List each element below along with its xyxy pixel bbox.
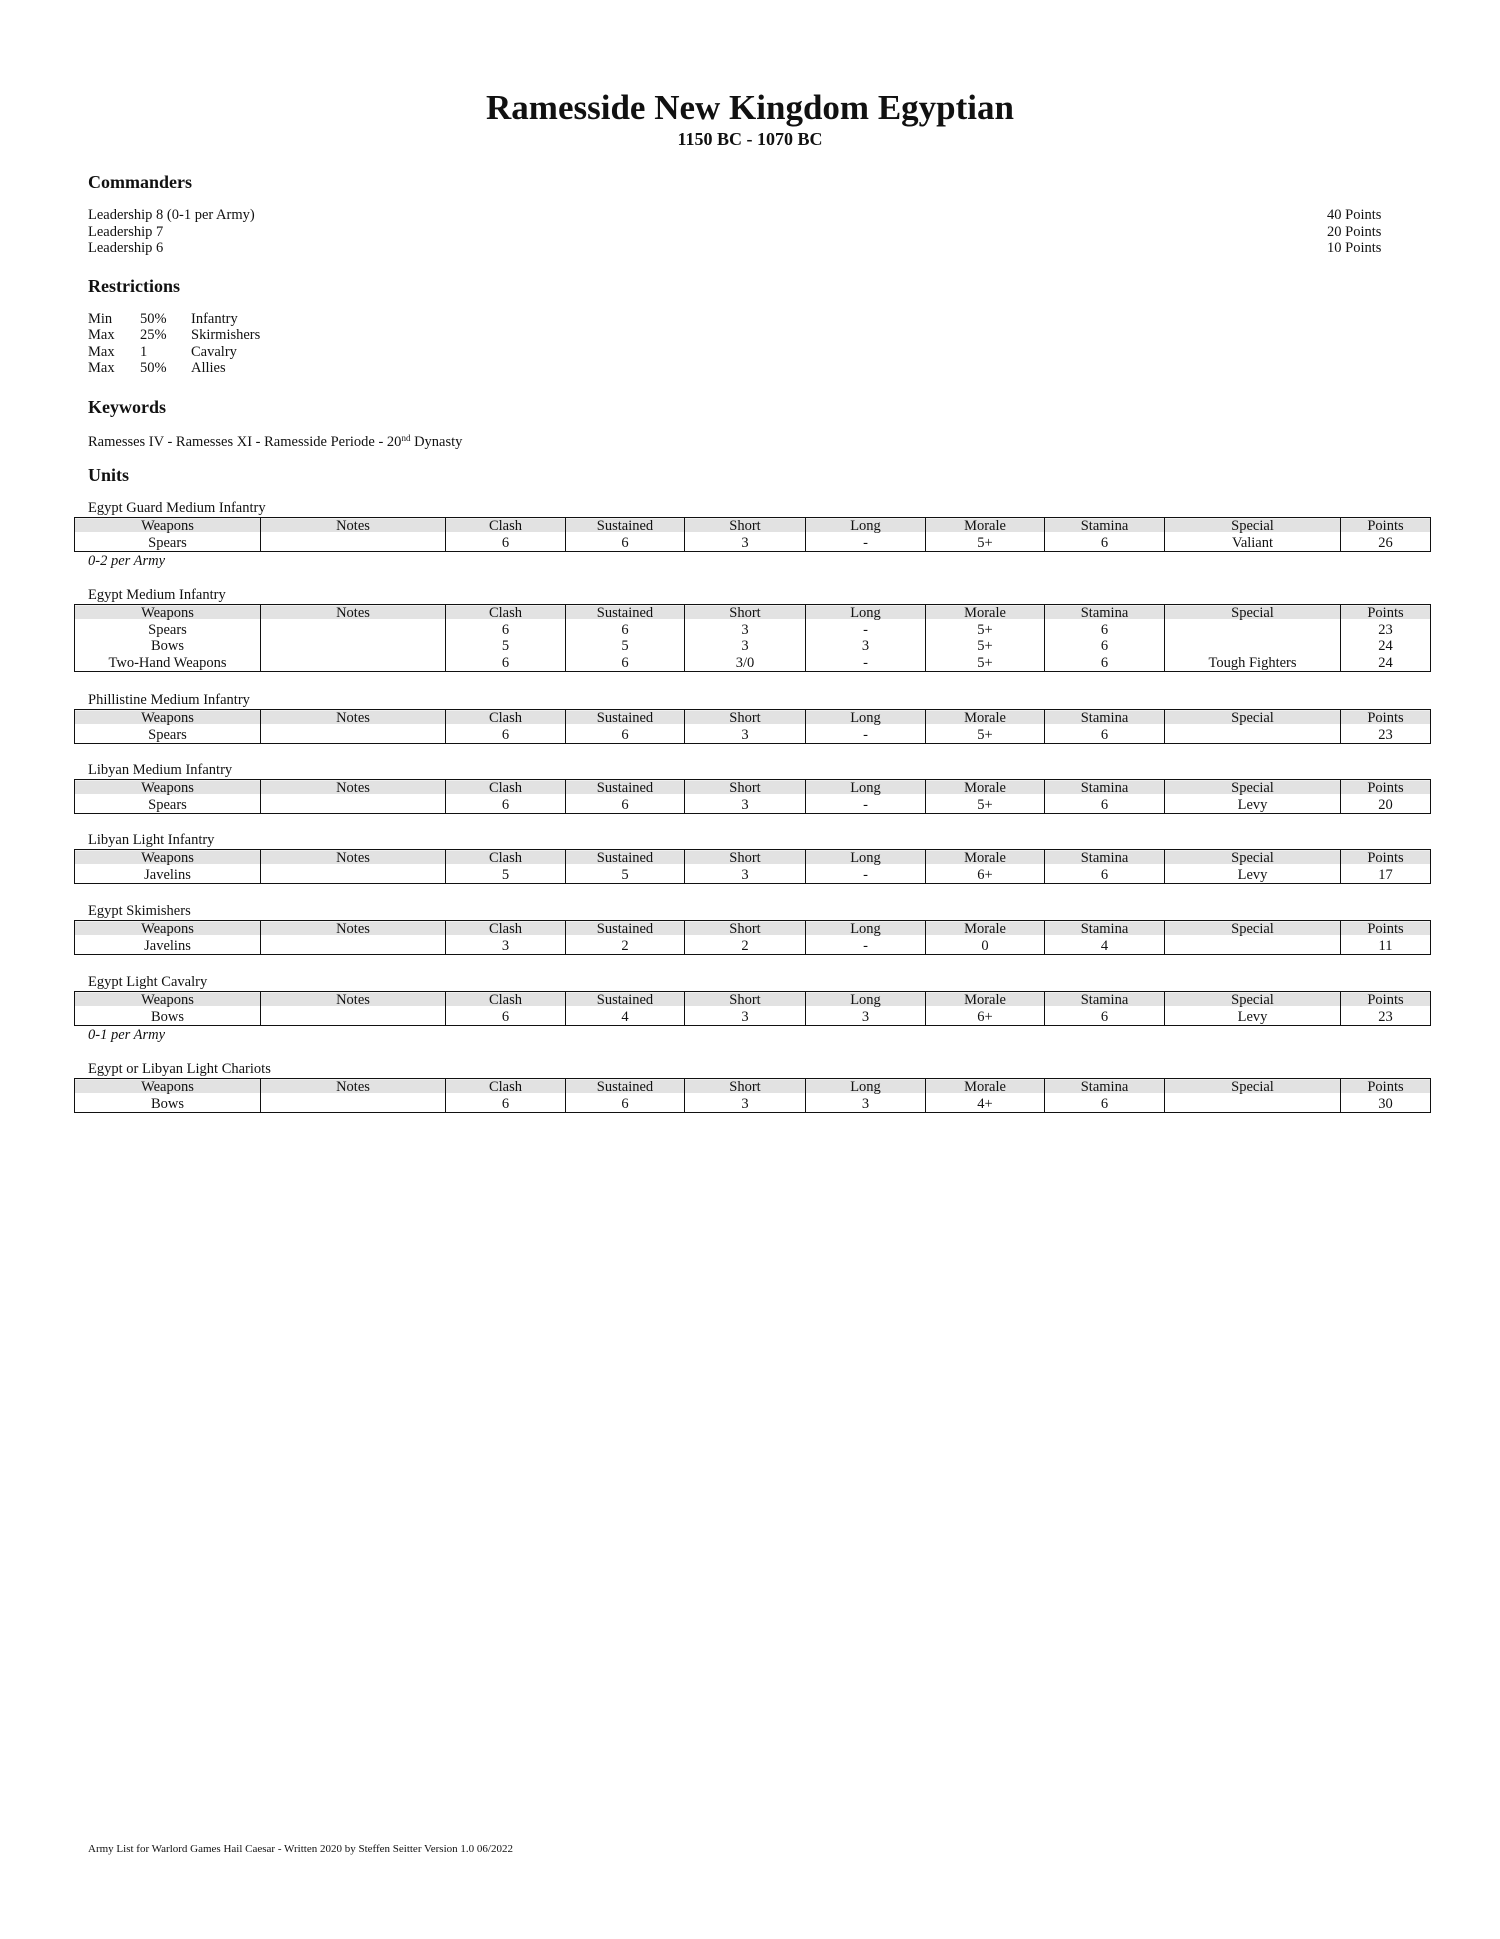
table-cell	[1165, 638, 1341, 655]
table-header-row	[75, 780, 1431, 797]
unit-title: Egypt Guard Medium Infantry	[88, 500, 266, 516]
table-row	[75, 727, 1431, 744]
table-cell	[261, 727, 446, 744]
table-cell: 3	[685, 1009, 806, 1026]
table-cell: 3	[685, 622, 806, 639]
restriction-category: Allies	[191, 360, 226, 376]
unit-note: 0-2 per Army	[88, 553, 166, 569]
column-header: Weapons	[75, 518, 261, 535]
column-header: Short	[685, 518, 806, 535]
unit-title: Libyan Medium Infantry	[88, 762, 233, 778]
table-cell: 5+	[926, 622, 1045, 639]
column-header: Notes	[261, 710, 446, 727]
column-header: Points	[1341, 1079, 1431, 1096]
restriction-value: 1	[140, 344, 148, 360]
column-header: Sustained	[566, 605, 685, 622]
column-header: Stamina	[1045, 605, 1165, 622]
table-cell: 5+	[926, 727, 1045, 744]
unit-title: Egypt Light Cavalry	[88, 974, 208, 990]
unit-title: Phillistine Medium Infantry	[88, 692, 250, 708]
table-header-row	[75, 1079, 1431, 1096]
column-header: Clash	[446, 780, 566, 797]
column-header: Weapons	[75, 605, 261, 622]
column-header: Points	[1341, 710, 1431, 727]
unit-block	[74, 761, 1430, 814]
table-cell: 4	[566, 1009, 685, 1026]
table-cell: Spears	[75, 535, 261, 552]
unit-table	[74, 779, 1431, 814]
table-row	[75, 1096, 1431, 1113]
table-row	[75, 938, 1431, 955]
unit-title: Egypt Medium Infantry	[88, 587, 226, 603]
column-header: Notes	[261, 605, 446, 622]
column-header: Long	[806, 1079, 926, 1096]
commanders-heading: Commanders	[88, 172, 192, 192]
table-cell: Spears	[75, 797, 261, 814]
table-cell: 3	[685, 727, 806, 744]
column-header: Notes	[261, 992, 446, 1009]
table-cell: 5	[446, 867, 566, 884]
unit-block	[74, 586, 1430, 672]
column-header: Long	[806, 605, 926, 622]
table-cell: 6	[566, 535, 685, 552]
table-cell	[1165, 727, 1341, 744]
column-header: Weapons	[75, 780, 261, 797]
column-header: Special	[1165, 605, 1341, 622]
table-header-row	[75, 605, 1431, 622]
table-header-row	[75, 992, 1431, 1009]
table-row	[75, 867, 1431, 884]
column-header: Morale	[926, 850, 1045, 867]
restriction-category: Cavalry	[191, 344, 237, 360]
column-header: Points	[1341, 518, 1431, 535]
table-cell: Valiant	[1165, 535, 1341, 552]
table-cell: 0	[926, 938, 1045, 955]
table-cell: 5	[566, 867, 685, 884]
table-cell: 3	[685, 797, 806, 814]
commander-points: 40 Points	[1327, 207, 1382, 223]
table-cell: Levy	[1165, 1009, 1341, 1026]
column-header: Long	[806, 780, 926, 797]
table-cell: 6+	[926, 867, 1045, 884]
restriction-type: Max	[88, 360, 115, 376]
column-header: Long	[806, 710, 926, 727]
table-cell: -	[806, 938, 926, 955]
page-title: Ramesside New Kingdom Egyptian	[486, 88, 1014, 127]
column-header: Weapons	[75, 850, 261, 867]
column-header: Notes	[261, 850, 446, 867]
column-header: Stamina	[1045, 780, 1165, 797]
unit-title: Egypt or Libyan Light Chariots	[88, 1061, 271, 1077]
column-header: Sustained	[566, 1079, 685, 1096]
column-header: Special	[1165, 1079, 1341, 1096]
column-header: Morale	[926, 605, 1045, 622]
table-cell: 3	[685, 638, 806, 655]
column-header: Short	[685, 992, 806, 1009]
column-header: Morale	[926, 992, 1045, 1009]
table-cell	[1165, 938, 1341, 955]
column-header: Notes	[261, 518, 446, 535]
column-header: Points	[1341, 780, 1431, 797]
table-header-row	[75, 518, 1431, 535]
column-header: Morale	[926, 921, 1045, 938]
table-cell: 26	[1341, 535, 1431, 552]
column-header: Stamina	[1045, 1079, 1165, 1096]
table-cell	[261, 638, 446, 655]
table-cell: 23	[1341, 1009, 1431, 1026]
table-cell: -	[806, 622, 926, 639]
table-cell: 5+	[926, 655, 1045, 672]
table-cell: 6	[1045, 655, 1165, 672]
restriction-category: Infantry	[191, 311, 238, 327]
commander-label: Leadership 8 (0-1 per Army)	[88, 207, 255, 223]
column-header: Points	[1341, 605, 1431, 622]
units-heading: Units	[88, 465, 130, 485]
unit-table	[74, 1078, 1431, 1113]
table-cell: Tough Fighters	[1165, 655, 1341, 672]
table-cell: 6	[566, 1096, 685, 1113]
table-cell: 6	[1045, 867, 1165, 884]
column-header: Stamina	[1045, 850, 1165, 867]
table-cell: Bows	[75, 638, 261, 655]
table-header-row	[75, 921, 1431, 938]
table-cell: 24	[1341, 655, 1431, 672]
keywords-text	[88, 430, 462, 451]
unit-block	[74, 499, 1430, 571]
table-cell: Bows	[75, 1096, 261, 1113]
unit-block	[74, 691, 1430, 744]
column-header: Clash	[446, 850, 566, 867]
table-cell: 6	[1045, 1096, 1165, 1113]
table-cell: 6	[446, 535, 566, 552]
unit-table	[74, 604, 1431, 672]
column-header: Weapons	[75, 710, 261, 727]
table-cell	[261, 938, 446, 955]
column-header: Sustained	[566, 992, 685, 1009]
table-cell	[261, 655, 446, 672]
commander-points: 10 Points	[1327, 240, 1382, 256]
column-header: Stamina	[1045, 710, 1165, 727]
table-cell: 6	[566, 622, 685, 639]
column-header: Sustained	[566, 850, 685, 867]
table-cell: 6+	[926, 1009, 1045, 1026]
column-header: Special	[1165, 710, 1341, 727]
table-cell: 11	[1341, 938, 1431, 955]
unit-table	[74, 517, 1431, 552]
table-cell: Spears	[75, 727, 261, 744]
column-header: Short	[685, 605, 806, 622]
column-header: Short	[685, 780, 806, 797]
column-header: Morale	[926, 780, 1045, 797]
table-cell: Spears	[75, 622, 261, 639]
column-header: Sustained	[566, 780, 685, 797]
table-cell: 6	[1045, 1009, 1165, 1026]
table-cell: 20	[1341, 797, 1431, 814]
unit-block	[74, 1060, 1430, 1113]
unit-table	[74, 920, 1431, 955]
table-cell: 6	[446, 622, 566, 639]
column-header: Clash	[446, 605, 566, 622]
commander-label: Leadership 6	[88, 240, 164, 256]
column-header: Morale	[926, 1079, 1045, 1096]
column-header: Sustained	[566, 710, 685, 727]
table-cell: -	[806, 867, 926, 884]
table-cell: 3/0	[685, 655, 806, 672]
column-header: Stamina	[1045, 921, 1165, 938]
column-header: Long	[806, 850, 926, 867]
table-cell: 23	[1341, 727, 1431, 744]
restriction-row	[88, 360, 226, 377]
unit-block	[74, 831, 1430, 884]
restriction-type: Max	[88, 344, 115, 360]
column-header: Long	[806, 921, 926, 938]
table-row	[75, 638, 1431, 655]
table-header-row	[75, 710, 1431, 727]
table-cell: Levy	[1165, 867, 1341, 884]
column-header: Special	[1165, 780, 1341, 797]
unit-title: Libyan Light Infantry	[88, 832, 215, 848]
column-header: Morale	[926, 710, 1045, 727]
restriction-row	[88, 344, 237, 361]
table-cell: 30	[1341, 1096, 1431, 1113]
column-header: Special	[1165, 850, 1341, 867]
restriction-value: 50%	[140, 311, 167, 327]
restriction-value: 50%	[140, 360, 167, 376]
table-cell: 6	[566, 727, 685, 744]
table-cell: 2	[566, 938, 685, 955]
table-cell: 6	[1045, 622, 1165, 639]
table-cell: 5+	[926, 797, 1045, 814]
table-cell	[261, 797, 446, 814]
table-cell: 6	[446, 797, 566, 814]
column-header: Short	[685, 710, 806, 727]
table-cell: 3	[806, 1009, 926, 1026]
unit-block	[74, 902, 1430, 955]
table-cell: 4+	[926, 1096, 1045, 1113]
table-cell: 6	[566, 655, 685, 672]
column-header: Clash	[446, 518, 566, 535]
keywords-heading: Keywords	[88, 397, 166, 417]
table-cell	[261, 1096, 446, 1113]
column-header: Stamina	[1045, 518, 1165, 535]
commander-label: Leadership 7	[88, 224, 164, 240]
table-cell: 3	[446, 938, 566, 955]
table-cell: 5	[566, 638, 685, 655]
table-cell: 6	[446, 727, 566, 744]
column-header: Morale	[926, 518, 1045, 535]
restriction-type: Min	[88, 311, 113, 327]
table-cell: 6	[1045, 535, 1165, 552]
column-header: Notes	[261, 1079, 446, 1096]
table-cell: 5+	[926, 535, 1045, 552]
table-cell: 6	[446, 1009, 566, 1026]
table-cell: Levy	[1165, 797, 1341, 814]
table-cell: 6	[1045, 797, 1165, 814]
restriction-category: Skirmishers	[191, 327, 261, 343]
unit-table	[74, 849, 1431, 884]
table-cell: 3	[685, 867, 806, 884]
column-header: Long	[806, 992, 926, 1009]
column-header: Sustained	[566, 921, 685, 938]
keywords-sup: nd	[401, 433, 411, 443]
unit-table	[74, 709, 1431, 744]
column-header: Long	[806, 518, 926, 535]
table-cell: 6	[1045, 727, 1165, 744]
column-header: Points	[1341, 992, 1431, 1009]
column-header: Special	[1165, 518, 1341, 535]
table-cell: -	[806, 727, 926, 744]
table-cell: 3	[806, 1096, 926, 1113]
column-header: Stamina	[1045, 992, 1165, 1009]
table-header-row	[75, 850, 1431, 867]
footer: Army List for Warlord Games Hail Caesar - Written 2020 by Steffen Seitter Version 1.0 06/2022	[88, 1843, 513, 1855]
table-cell: Javelins	[75, 938, 261, 955]
table-row	[75, 655, 1431, 672]
table-cell	[1165, 622, 1341, 639]
table-cell: Javelins	[75, 867, 261, 884]
column-header: Notes	[261, 780, 446, 797]
commander-points: 20 Points	[1327, 224, 1382, 240]
table-row	[75, 797, 1431, 814]
unit-note: 0-1 per Army	[88, 1027, 166, 1043]
table-cell: 6	[446, 1096, 566, 1113]
unit-table	[74, 991, 1431, 1026]
table-cell: Two-Hand Weapons	[75, 655, 261, 672]
unit-title: Egypt Skimishers	[88, 903, 191, 919]
table-row	[75, 1009, 1431, 1026]
column-header: Special	[1165, 921, 1341, 938]
keywords-text-main: Ramesses IV - Ramesses XI - Ramesside Periode - 20	[88, 434, 402, 450]
restriction-row	[88, 327, 260, 344]
column-header: Clash	[446, 710, 566, 727]
table-cell	[261, 867, 446, 884]
column-header: Weapons	[75, 921, 261, 938]
keywords-text-end: Dynasty	[410, 434, 463, 450]
column-header: Weapons	[75, 992, 261, 1009]
table-cell: 5	[446, 638, 566, 655]
table-cell: 3	[685, 1096, 806, 1113]
column-header: Notes	[261, 921, 446, 938]
page-subtitle: 1150 BC - 1070 BC	[677, 129, 823, 149]
table-cell: 6	[1045, 638, 1165, 655]
column-header: Sustained	[566, 518, 685, 535]
table-cell: 24	[1341, 638, 1431, 655]
table-cell: 17	[1341, 867, 1431, 884]
column-header: Short	[685, 921, 806, 938]
table-cell: -	[806, 797, 926, 814]
table-cell: -	[806, 535, 926, 552]
column-header: Clash	[446, 992, 566, 1009]
column-header: Special	[1165, 992, 1341, 1009]
table-row	[75, 622, 1431, 639]
table-cell: 3	[806, 638, 926, 655]
table-cell	[261, 1009, 446, 1026]
restriction-value: 25%	[140, 327, 167, 343]
unit-block	[74, 973, 1430, 1045]
column-header: Short	[685, 850, 806, 867]
column-header: Clash	[446, 921, 566, 938]
restrictions-heading: Restrictions	[88, 276, 180, 296]
column-header: Short	[685, 1079, 806, 1096]
column-header: Weapons	[75, 1079, 261, 1096]
table-row	[75, 535, 1431, 552]
table-cell: 6	[446, 655, 566, 672]
table-cell	[261, 535, 446, 552]
table-cell: -	[806, 655, 926, 672]
restriction-type: Max	[88, 327, 115, 343]
table-cell: Bows	[75, 1009, 261, 1026]
table-cell: 23	[1341, 622, 1431, 639]
table-cell: 2	[685, 938, 806, 955]
table-cell: 3	[685, 535, 806, 552]
table-cell	[261, 622, 446, 639]
restriction-row	[88, 311, 238, 328]
table-cell: 5+	[926, 638, 1045, 655]
column-header: Points	[1341, 850, 1431, 867]
table-cell: 4	[1045, 938, 1165, 955]
table-cell	[1165, 1096, 1341, 1113]
column-header: Clash	[446, 1079, 566, 1096]
table-cell: 6	[566, 797, 685, 814]
column-header: Points	[1341, 921, 1431, 938]
